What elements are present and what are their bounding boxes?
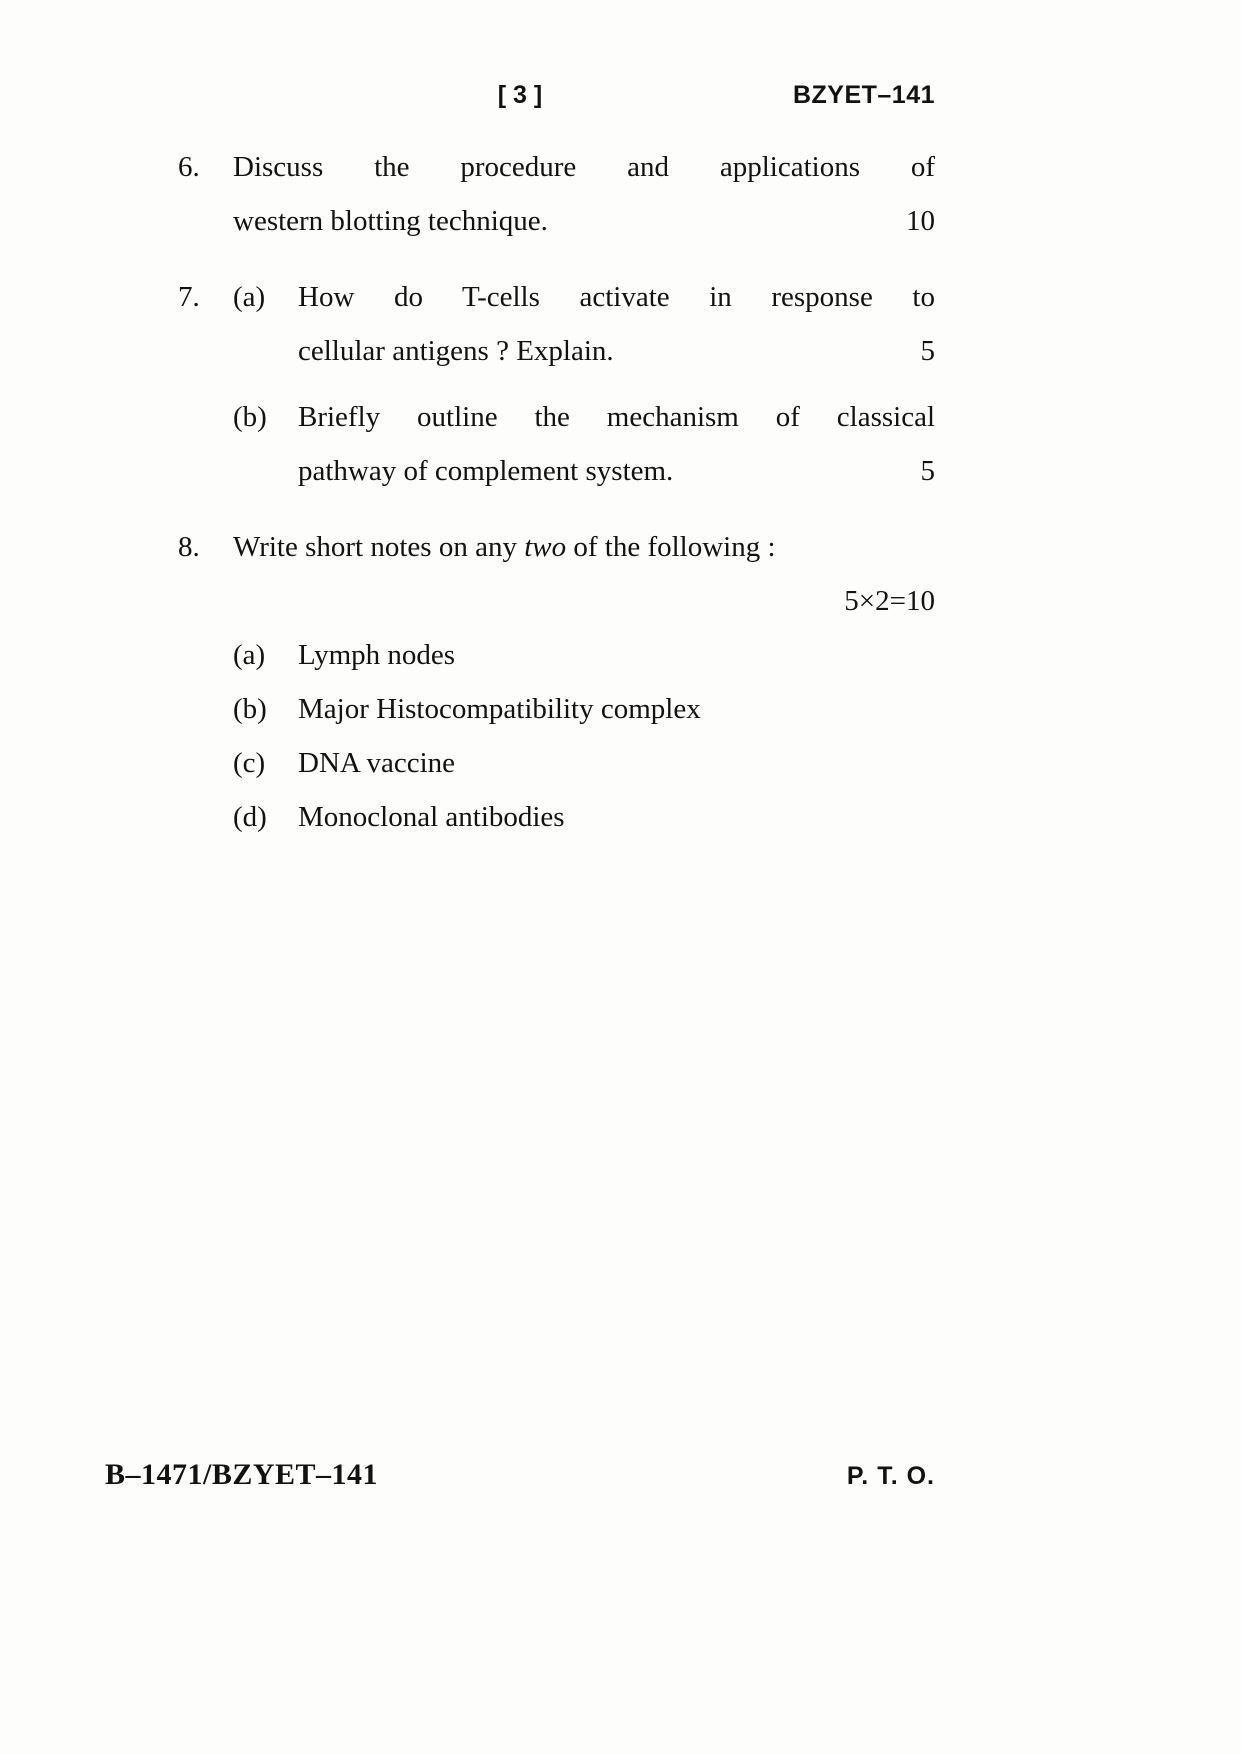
- option-d: [233, 790, 935, 844]
- part-b-line-2-text: pathway of complement system.: [298, 455, 674, 487]
- paper-code: BZYET–141: [792, 81, 935, 109]
- option-b: [233, 682, 935, 736]
- part-b-body: [298, 390, 935, 498]
- part-a-marks: 5: [920, 335, 935, 367]
- question-7-body: [233, 270, 935, 498]
- question-7: [178, 270, 935, 498]
- question-6-line-2-text: western blotting technique.: [233, 205, 548, 237]
- page-number: [ 3 ]: [497, 81, 543, 109]
- footer-pto-label: P. T. O.: [846, 1462, 935, 1490]
- part-b-line-1: Briefly outline the mechanism of classical: [298, 401, 935, 433]
- question-6: [178, 140, 935, 248]
- question-8-intro: [233, 520, 935, 574]
- question-6-number: 6.: [178, 151, 200, 183]
- question-6-line-1: Discuss the procedure and applications of: [233, 151, 935, 183]
- question-8-intro-after: of the following :: [566, 531, 776, 563]
- footer-paper-code: B–1471/BZYET–141: [105, 1458, 379, 1491]
- page-footer: [105, 1458, 935, 1492]
- question-8-intro-italic: two: [524, 531, 567, 563]
- question-8-marks: 5×2=10: [844, 585, 935, 617]
- option-a-label: (a): [233, 639, 266, 671]
- part-a-line-2: [298, 324, 935, 378]
- part-a-line-2-text: cellular antigens ? Explain.: [298, 335, 614, 367]
- option-d-label: (d): [233, 801, 267, 833]
- part-b-label: (b): [233, 401, 267, 433]
- question-7-part-a: [233, 270, 935, 378]
- part-b-line-2: [298, 444, 935, 498]
- option-a-text: Lymph nodes: [298, 639, 456, 671]
- part-a-line-1: How do T-cells activate in response to: [298, 281, 935, 313]
- question-8-body: [233, 520, 935, 844]
- question-7-part-b: [233, 390, 935, 498]
- option-c: [233, 736, 935, 790]
- question-6-body: [233, 140, 935, 248]
- option-b-text: Major Histocompatibility complex: [298, 693, 701, 725]
- question-6-line-2: [233, 194, 935, 248]
- question-8: [178, 520, 935, 844]
- question-8-options: [233, 628, 935, 844]
- question-7-number: 7.: [178, 281, 200, 313]
- option-c-text: DNA vaccine: [298, 747, 456, 779]
- question-8-intro-before: Write short notes on any: [233, 531, 525, 563]
- part-b-marks: 5: [920, 455, 935, 487]
- part-a-label: (a): [233, 281, 266, 313]
- page-header: [105, 78, 935, 112]
- question-8-number: 8.: [178, 531, 200, 563]
- option-c-label: (c): [233, 747, 266, 779]
- question-6-marks: 10: [906, 205, 935, 237]
- option-d-text: Monoclonal antibodies: [298, 801, 565, 833]
- option-b-label: (b): [233, 693, 267, 725]
- option-a: [233, 628, 935, 682]
- page-content: [105, 78, 935, 866]
- part-a-body: [298, 270, 935, 378]
